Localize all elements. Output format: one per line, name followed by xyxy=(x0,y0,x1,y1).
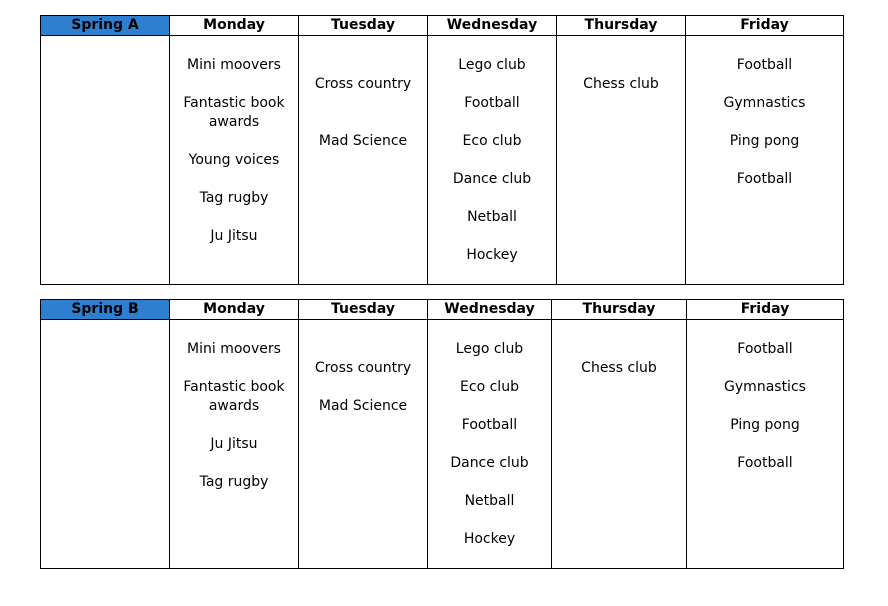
activity-item: Ju Jitsu xyxy=(210,436,258,452)
activity-list xyxy=(170,36,298,246)
spring-b-timetable xyxy=(40,299,844,569)
day-header-tuesday: Tuesday xyxy=(299,16,428,36)
monday-cell xyxy=(170,36,299,285)
header-row xyxy=(41,300,844,320)
activity-item: Eco club xyxy=(462,133,522,149)
term-empty-cell xyxy=(41,36,170,285)
activity-item: Mini moovers xyxy=(187,57,281,73)
activity-item: Lego club xyxy=(455,341,524,357)
activity-item: Mini moovers xyxy=(187,341,281,357)
activities-row xyxy=(41,36,844,285)
activity-item: Gymnastics xyxy=(723,95,806,111)
tuesday-cell xyxy=(299,36,428,285)
activity-item: Chess club xyxy=(583,76,659,92)
wednesday-cell xyxy=(428,36,557,285)
activity-list xyxy=(428,320,551,549)
day-header-tuesday: Tuesday xyxy=(299,300,428,320)
activity-item: Dance club xyxy=(452,171,532,187)
activity-item: Ping pong xyxy=(730,417,800,433)
activity-item: Cross country xyxy=(314,76,412,92)
activity-list xyxy=(299,320,427,416)
term-header: Spring B xyxy=(41,300,170,320)
friday-cell xyxy=(686,36,844,285)
monday-cell xyxy=(170,320,299,569)
activity-item: Netball xyxy=(467,209,517,225)
activity-item: Chess club xyxy=(581,360,657,376)
term-header: Spring A xyxy=(41,16,170,36)
thursday-cell xyxy=(552,320,687,569)
term-empty-cell xyxy=(41,320,170,569)
activity-item: Tag rugby xyxy=(199,474,269,490)
activity-item: Football xyxy=(464,95,520,111)
activity-item: Football xyxy=(737,341,793,357)
activity-list xyxy=(170,320,298,492)
activity-list xyxy=(686,36,843,189)
day-header-friday: Friday xyxy=(686,16,844,36)
activity-item: Dance club xyxy=(450,455,529,471)
activity-list xyxy=(428,36,556,265)
activity-item: Football xyxy=(737,455,793,471)
activities-row xyxy=(41,320,844,569)
activity-item: Ju Jitsu xyxy=(210,228,258,244)
day-header-wednesday: Wednesday xyxy=(428,16,557,36)
activity-item: Eco club xyxy=(460,379,519,395)
day-header-thursday: Thursday xyxy=(552,300,687,320)
activity-item: Young voices xyxy=(188,152,280,168)
activity-item: Tag rugby xyxy=(199,190,269,206)
activity-item: Mad Science xyxy=(318,133,408,149)
spring-a-timetable xyxy=(40,15,844,285)
thursday-cell xyxy=(557,36,686,285)
activity-list xyxy=(687,320,843,473)
activity-item: Cross country xyxy=(314,360,412,376)
tuesday-cell xyxy=(299,320,428,569)
activity-item: Lego club xyxy=(458,57,526,73)
activity-item: Football xyxy=(736,171,793,187)
activity-item: Hockey xyxy=(466,247,518,263)
activity-list xyxy=(299,36,427,151)
activity-item: Fantastic book awards xyxy=(183,95,285,130)
activity-item: Gymnastics xyxy=(724,379,806,395)
activity-item: Ping pong xyxy=(729,133,800,149)
activity-list xyxy=(552,320,686,378)
wednesday-cell xyxy=(428,320,552,569)
activity-list xyxy=(557,36,685,94)
day-header-monday: Monday xyxy=(170,300,299,320)
activity-item: Hockey xyxy=(463,531,516,547)
activity-item: Football xyxy=(736,57,793,73)
day-header-thursday: Thursday xyxy=(557,16,686,36)
day-header-monday: Monday xyxy=(170,16,299,36)
friday-cell xyxy=(687,320,844,569)
day-header-wednesday: Wednesday xyxy=(428,300,552,320)
header-row xyxy=(41,16,844,36)
activity-item: Fantastic book awards xyxy=(183,379,285,414)
activity-item: Mad Science xyxy=(318,398,408,414)
activity-item: Netball xyxy=(464,493,515,509)
day-header-friday: Friday xyxy=(687,300,844,320)
activity-item: Football xyxy=(461,417,518,433)
